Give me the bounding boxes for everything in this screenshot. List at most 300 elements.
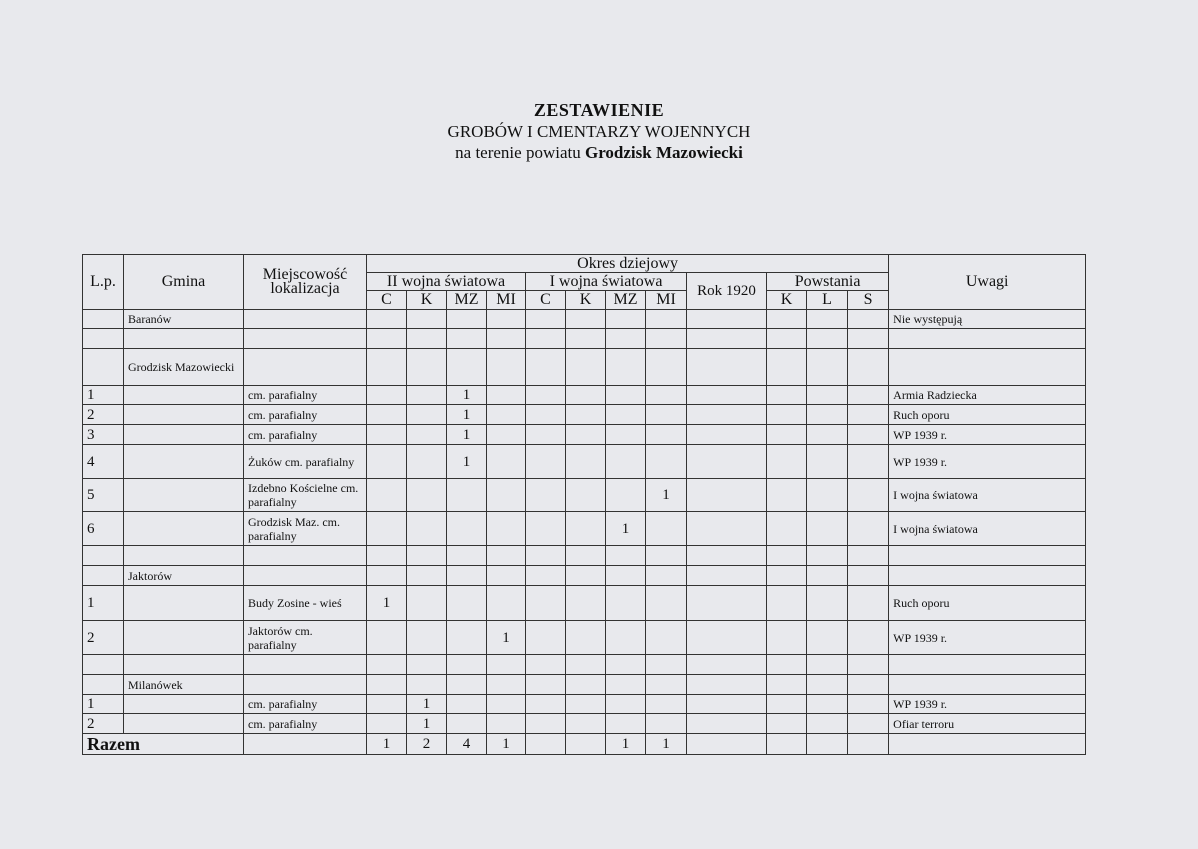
graves-table [82, 254, 1086, 755]
count-cell [407, 566, 447, 586]
count-cell [566, 621, 606, 655]
count-cell [566, 655, 606, 675]
count-cell [606, 714, 646, 734]
table-row [83, 512, 1086, 546]
count-cell [606, 655, 646, 675]
count-cell: 1 [487, 621, 526, 655]
gmina-cell [124, 655, 244, 675]
rok1920-cell [687, 329, 767, 349]
lp-cell [83, 310, 124, 329]
header-okres: Okres dziejowy [367, 255, 889, 273]
powstania-s-cell [848, 621, 889, 655]
uwagi-cell [889, 546, 1086, 566]
count-cell [646, 695, 687, 714]
count-cell [367, 655, 407, 675]
location-cell [244, 329, 367, 349]
count-cell [447, 329, 487, 349]
count-cell [566, 405, 606, 425]
rok1920-cell [687, 386, 767, 405]
sub-header-cell: K [407, 291, 447, 310]
uwagi-cell: Nie występują [889, 310, 1086, 329]
count-cell [566, 566, 606, 586]
count-cell [487, 445, 526, 479]
gmina-cell [124, 479, 244, 512]
count-cell [487, 425, 526, 445]
total-label: Razem [83, 734, 244, 755]
count-cell [566, 425, 606, 445]
powstania-l-cell [807, 621, 848, 655]
powstania-s-cell [848, 425, 889, 445]
total-count-cell [566, 734, 606, 755]
powstania-l-cell [807, 405, 848, 425]
count-cell [407, 349, 447, 386]
count-cell: 1 [407, 714, 447, 734]
powstania-k-cell [767, 621, 807, 655]
uwagi-cell: WP 1939 r. [889, 445, 1086, 479]
powstania-l-cell [807, 655, 848, 675]
total-empty-cell [848, 734, 889, 755]
count-cell [407, 546, 447, 566]
count-cell [367, 512, 407, 546]
total-empty-cell [889, 734, 1086, 755]
count-cell [407, 445, 447, 479]
lp-cell [83, 546, 124, 566]
document-location-line [0, 142, 1198, 163]
count-cell [566, 586, 606, 621]
count-cell [646, 714, 687, 734]
count-cell [646, 445, 687, 479]
count-cell [566, 445, 606, 479]
count-cell: 1 [447, 425, 487, 445]
count-cell [447, 512, 487, 546]
powstania-s-cell [848, 586, 889, 621]
powstania-sub-header: S [848, 291, 889, 310]
powstania-k-cell [767, 695, 807, 714]
gmina-cell: Baranów [124, 310, 244, 329]
header-ww1: I wojna światowa [526, 273, 687, 291]
count-cell [606, 445, 646, 479]
powstania-l-cell [807, 714, 848, 734]
count-cell [447, 349, 487, 386]
lp-cell [83, 329, 124, 349]
table-row [83, 546, 1086, 566]
total-count-cell: 1 [646, 734, 687, 755]
total-count-cell: 1 [606, 734, 646, 755]
powstania-s-cell [848, 445, 889, 479]
table-row [83, 655, 1086, 675]
sub-header-cell: C [526, 291, 566, 310]
rok1920-cell [687, 546, 767, 566]
location-cell: cm. parafialny [244, 425, 367, 445]
count-cell [367, 566, 407, 586]
powstania-l-cell [807, 675, 848, 695]
gmina-cell [124, 329, 244, 349]
powstania-l-cell [807, 310, 848, 329]
count-cell [606, 349, 646, 386]
powstania-l-cell [807, 512, 848, 546]
rok1920-cell [687, 566, 767, 586]
powstania-l-cell [807, 479, 848, 512]
location-cell [244, 349, 367, 386]
uwagi-cell [889, 655, 1086, 675]
count-cell [646, 655, 687, 675]
count-cell [487, 329, 526, 349]
count-cell [606, 425, 646, 445]
location-cell: Budy Zosine - wieś [244, 586, 367, 621]
lp-cell [83, 566, 124, 586]
count-cell [646, 586, 687, 621]
document-heading [0, 100, 1198, 163]
table-row [83, 566, 1086, 586]
powstania-k-cell [767, 479, 807, 512]
powstania-s-cell [848, 714, 889, 734]
header-lp: L.p. [83, 255, 124, 310]
location-name: Grodzisk Mazowiecki [584, 143, 743, 162]
lp-cell: 1 [83, 586, 124, 621]
gmina-cell [124, 386, 244, 405]
count-cell [526, 405, 566, 425]
count-cell [447, 621, 487, 655]
powstania-l-cell [807, 349, 848, 386]
table-body [83, 310, 1086, 755]
count-cell [447, 695, 487, 714]
count-cell [646, 329, 687, 349]
powstania-k-cell [767, 675, 807, 695]
location-cell: cm. parafialny [244, 695, 367, 714]
count-cell [407, 310, 447, 329]
rok1920-cell [687, 695, 767, 714]
count-cell [526, 621, 566, 655]
table-row [83, 714, 1086, 734]
rok1920-cell [687, 655, 767, 675]
count-cell: 1 [606, 512, 646, 546]
count-cell [447, 675, 487, 695]
powstania-s-cell [848, 329, 889, 349]
location-cell: Żuków cm. parafialny [244, 445, 367, 479]
powstania-s-cell [848, 405, 889, 425]
count-cell [487, 310, 526, 329]
count-cell [367, 621, 407, 655]
rok1920-cell [687, 621, 767, 655]
uwagi-cell: Ruch oporu [889, 586, 1086, 621]
count-cell [487, 655, 526, 675]
count-cell [526, 386, 566, 405]
count-cell [487, 546, 526, 566]
powstania-k-cell [767, 329, 807, 349]
count-cell [566, 479, 606, 512]
count-cell [566, 675, 606, 695]
location-cell [244, 675, 367, 695]
powstania-k-cell [767, 546, 807, 566]
count-cell [646, 621, 687, 655]
count-cell [606, 675, 646, 695]
sub-header-cell: C [367, 291, 407, 310]
lp-cell: 4 [83, 445, 124, 479]
count-cell [526, 655, 566, 675]
powstania-l-cell [807, 445, 848, 479]
location-cell [244, 566, 367, 586]
count-cell [367, 546, 407, 566]
count-cell [566, 714, 606, 734]
count-cell [407, 655, 447, 675]
gmina-cell [124, 621, 244, 655]
count-cell [606, 329, 646, 349]
gmina-cell [124, 586, 244, 621]
count-cell [367, 479, 407, 512]
total-empty-cell [687, 734, 767, 755]
powstania-s-cell [848, 695, 889, 714]
count-cell [487, 566, 526, 586]
gmina-cell [124, 714, 244, 734]
uwagi-cell [889, 329, 1086, 349]
count-cell [526, 546, 566, 566]
count-cell [367, 310, 407, 329]
count-cell [566, 386, 606, 405]
count-cell [367, 675, 407, 695]
total-count-cell: 1 [367, 734, 407, 755]
location-cell [244, 655, 367, 675]
table-row [83, 695, 1086, 714]
document-title: ZESTAWIENIE [533, 100, 665, 120]
count-cell [566, 310, 606, 329]
location-cell: cm. parafialny [244, 714, 367, 734]
count-cell [526, 586, 566, 621]
uwagi-cell: WP 1939 r. [889, 621, 1086, 655]
header-rok1920: Rok 1920 [687, 273, 767, 310]
powstania-k-cell [767, 512, 807, 546]
powstania-s-cell [848, 566, 889, 586]
count-cell [566, 329, 606, 349]
powstania-s-cell [848, 349, 889, 386]
count-cell [526, 714, 566, 734]
powstania-k-cell [767, 349, 807, 386]
header-powstania: Powstania [767, 273, 889, 291]
powstania-sub-header: K [767, 291, 807, 310]
uwagi-cell [889, 675, 1086, 695]
count-cell [367, 386, 407, 405]
lp-cell [83, 675, 124, 695]
count-cell [487, 695, 526, 714]
count-cell [646, 425, 687, 445]
document-subtitle: GROBÓW I CMENTARZY WOJENNYCH [447, 122, 751, 141]
count-cell [487, 479, 526, 512]
table-row [83, 586, 1086, 621]
gmina-cell: Jaktorów [124, 566, 244, 586]
count-cell [447, 714, 487, 734]
count-cell [487, 586, 526, 621]
lp-cell [83, 349, 124, 386]
count-cell [407, 329, 447, 349]
uwagi-cell: Ruch oporu [889, 405, 1086, 425]
powstania-k-cell [767, 425, 807, 445]
count-cell [447, 546, 487, 566]
powstania-s-cell [848, 310, 889, 329]
rok1920-cell [687, 479, 767, 512]
sub-header-cell: K [566, 291, 606, 310]
rok1920-cell [687, 349, 767, 386]
rok1920-cell [687, 586, 767, 621]
count-cell [447, 310, 487, 329]
count-cell [526, 445, 566, 479]
table-row [83, 329, 1086, 349]
count-cell [526, 425, 566, 445]
location-cell: Izdebno Kościelne cm. parafialny [244, 479, 367, 512]
count-cell [447, 655, 487, 675]
location-cell: Grodzisk Maz. cm. parafialny [244, 512, 367, 546]
gmina-cell [124, 546, 244, 566]
count-cell [367, 349, 407, 386]
lp-cell: 1 [83, 695, 124, 714]
count-cell [526, 695, 566, 714]
powstania-l-cell [807, 425, 848, 445]
powstania-k-cell [767, 445, 807, 479]
total-count-cell: 4 [447, 734, 487, 755]
table-row [83, 349, 1086, 386]
powstania-s-cell [848, 675, 889, 695]
count-cell: 1 [407, 695, 447, 714]
total-row [83, 734, 1086, 755]
total-count-cell: 1 [487, 734, 526, 755]
count-cell [367, 695, 407, 714]
gmina-cell [124, 695, 244, 714]
powstania-l-cell [807, 695, 848, 714]
count-cell [487, 386, 526, 405]
total-count-cell: 2 [407, 734, 447, 755]
total-empty-cell [807, 734, 848, 755]
count-cell [566, 546, 606, 566]
rok1920-cell [687, 405, 767, 425]
count-cell [646, 546, 687, 566]
gmina-cell [124, 512, 244, 546]
count-cell [407, 479, 447, 512]
gmina-cell: Grodzisk Mazowiecki [124, 349, 244, 386]
powstania-l-cell [807, 546, 848, 566]
powstania-sub-header: L [807, 291, 848, 310]
count-cell [606, 310, 646, 329]
location-cell [244, 546, 367, 566]
count-cell [447, 586, 487, 621]
header-miejscowosc: Miejscowość lokalizacja [244, 255, 367, 310]
total-empty-cell [244, 734, 367, 755]
gmina-cell [124, 445, 244, 479]
table-row [83, 621, 1086, 655]
powstania-k-cell [767, 655, 807, 675]
powstania-s-cell [848, 512, 889, 546]
count-cell [606, 386, 646, 405]
count-cell [646, 349, 687, 386]
count-cell [646, 310, 687, 329]
uwagi-cell: Ofiar terroru [889, 714, 1086, 734]
location-cell: cm. parafialny [244, 386, 367, 405]
powstania-k-cell [767, 310, 807, 329]
count-cell [447, 566, 487, 586]
count-cell [606, 566, 646, 586]
rok1920-cell [687, 675, 767, 695]
header-gmina: Gmina [124, 255, 244, 310]
lp-cell: 2 [83, 714, 124, 734]
lp-cell: 6 [83, 512, 124, 546]
count-cell [606, 405, 646, 425]
uwagi-cell: I wojna światowa [889, 479, 1086, 512]
count-cell: 1 [447, 405, 487, 425]
count-cell [407, 405, 447, 425]
count-cell [646, 386, 687, 405]
count-cell [407, 512, 447, 546]
rok1920-cell [687, 714, 767, 734]
table-row [83, 445, 1086, 479]
count-cell [367, 405, 407, 425]
gmina-cell [124, 425, 244, 445]
count-cell [526, 329, 566, 349]
powstania-k-cell [767, 586, 807, 621]
count-cell: 1 [646, 479, 687, 512]
location-cell: cm. parafialny [244, 405, 367, 425]
count-cell [487, 405, 526, 425]
powstania-s-cell [848, 386, 889, 405]
count-cell: 1 [447, 386, 487, 405]
count-cell [367, 445, 407, 479]
rok1920-cell [687, 512, 767, 546]
table-row [83, 405, 1086, 425]
uwagi-cell: WP 1939 r. [889, 695, 1086, 714]
count-cell: 1 [367, 586, 407, 621]
count-cell [447, 479, 487, 512]
powstania-l-cell [807, 566, 848, 586]
count-cell [606, 546, 646, 566]
count-cell [487, 675, 526, 695]
uwagi-cell: I wojna światowa [889, 512, 1086, 546]
table-row [83, 425, 1086, 445]
count-cell [367, 425, 407, 445]
count-cell [566, 512, 606, 546]
count-cell [646, 405, 687, 425]
count-cell [407, 586, 447, 621]
gmina-cell [124, 405, 244, 425]
powstania-k-cell [767, 566, 807, 586]
count-cell [646, 512, 687, 546]
powstania-k-cell [767, 405, 807, 425]
count-cell: 1 [447, 445, 487, 479]
lp-cell: 3 [83, 425, 124, 445]
count-cell [407, 621, 447, 655]
count-cell [367, 714, 407, 734]
location-cell: Jaktorów cm. parafialny [244, 621, 367, 655]
count-cell [487, 349, 526, 386]
lp-cell: 2 [83, 405, 124, 425]
count-cell [606, 479, 646, 512]
table-row [83, 310, 1086, 329]
count-cell [606, 695, 646, 714]
count-cell [606, 586, 646, 621]
sub-header-cell: MI [646, 291, 687, 310]
count-cell [487, 512, 526, 546]
powstania-l-cell [807, 386, 848, 405]
lp-cell: 5 [83, 479, 124, 512]
count-cell [526, 512, 566, 546]
header-ww2: II wojna światowa [367, 273, 526, 291]
count-cell [487, 714, 526, 734]
table-row [83, 386, 1086, 405]
count-cell [367, 329, 407, 349]
count-cell [407, 425, 447, 445]
count-cell [526, 310, 566, 329]
rok1920-cell [687, 425, 767, 445]
count-cell [646, 566, 687, 586]
count-cell [526, 349, 566, 386]
rok1920-cell [687, 310, 767, 329]
table-row [83, 675, 1086, 695]
count-cell [566, 349, 606, 386]
